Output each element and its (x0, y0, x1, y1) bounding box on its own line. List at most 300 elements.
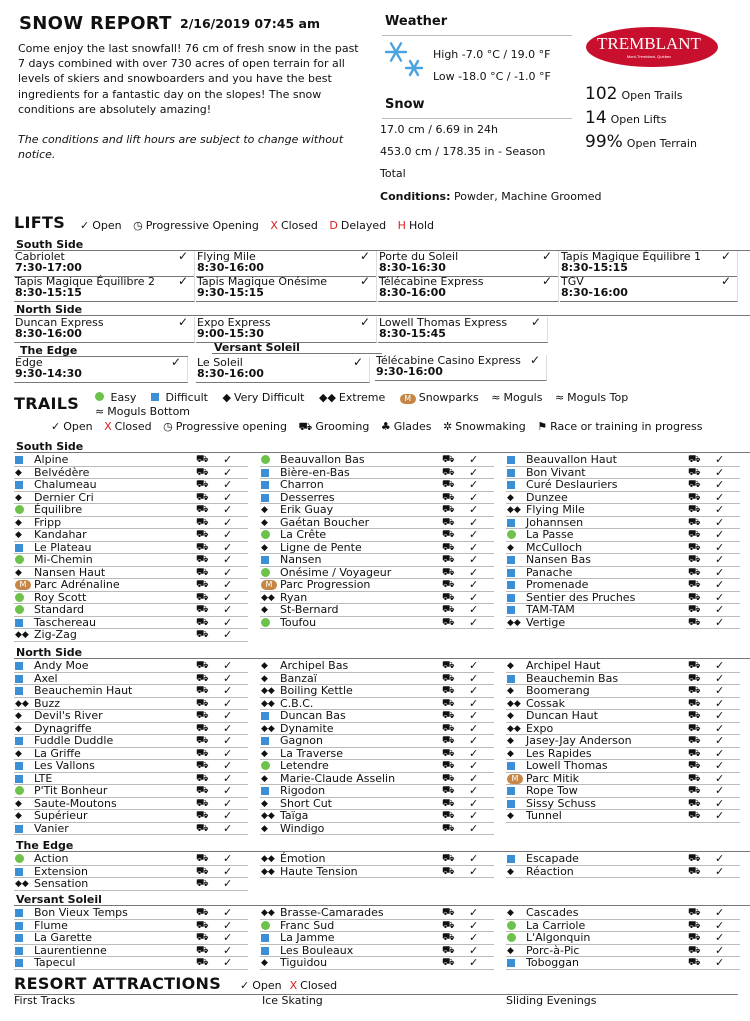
trail-row[interactable] (506, 907, 740, 920)
trail-name: Les Vallons (34, 759, 95, 772)
trail-name: Bière-en-Bas (280, 465, 350, 479)
grooming-icon: ⛟ (442, 810, 455, 821)
grooming-icon: ⛟ (688, 772, 701, 784)
trail-name: Rope Tow (526, 784, 578, 797)
open-check-icon: ✓ (223, 565, 233, 579)
trail-row[interactable] (506, 957, 740, 970)
trail-row[interactable] (260, 504, 494, 517)
trail-group-heading: South Side (14, 441, 750, 453)
open-check-icon: ✓ (469, 721, 479, 735)
trail-name: Taschereau (34, 615, 96, 629)
trail-row[interactable] (506, 685, 740, 698)
trail-name: Johannsen (526, 515, 584, 529)
trail-name: Nansen Haut (34, 565, 106, 579)
trail-row[interactable] (14, 604, 248, 617)
trail-row[interactable] (260, 866, 494, 879)
open-check-icon: ✓ (469, 771, 479, 785)
trail-column (260, 454, 494, 629)
trail-name: Erik Guay (280, 503, 334, 516)
open-check-icon: ✓ (177, 249, 188, 263)
trail-row[interactable] (260, 617, 494, 630)
trail-name: Sissy Schuss (526, 796, 596, 810)
open-check-icon: ✓ (715, 540, 725, 554)
trail-row[interactable] (506, 554, 740, 567)
trail-row[interactable] (260, 710, 494, 723)
lift-item[interactable] (14, 251, 195, 277)
open-check-icon: ✓ (223, 696, 233, 710)
grooming-icon: ⛟ (688, 710, 701, 721)
trail-row[interactable] (14, 760, 248, 773)
lift-item[interactable] (378, 317, 548, 343)
grooming-icon: ⛟ (196, 629, 209, 640)
trail-name: Dynagriffe (34, 721, 92, 735)
grooming-icon: ⛟ (442, 907, 455, 918)
trail-name: Dunzee (526, 490, 568, 504)
difficult-square-icon (507, 957, 523, 971)
trail-row[interactable] (506, 617, 740, 630)
grooming-icon: ⛟ (688, 479, 701, 490)
open-check-icon: ✓ (469, 943, 479, 957)
grooming-icon: ⛟ (196, 554, 209, 565)
open-check-icon: ✓ (715, 590, 725, 604)
grooming-icon: ⛟ (196, 932, 209, 943)
trail-row[interactable] (260, 785, 494, 798)
lift-hours: 8:30-15:15 (15, 286, 82, 299)
open-check-icon: ✓ (223, 603, 233, 616)
open-check-icon: ✓ (469, 864, 479, 878)
open-check-icon: ✓ (223, 721, 233, 735)
trail-row[interactable] (260, 479, 494, 492)
trail-name: Axel (34, 671, 58, 685)
open-check-icon: ✓ (223, 478, 233, 491)
lift-hours: 8:30-15:45 (379, 327, 446, 340)
open-check-icon: ✓ (359, 274, 370, 288)
open-check-icon: ✓ (223, 746, 233, 760)
lift-hours: 8:30-16:00 (561, 286, 628, 299)
open-check-icon: ✓ (541, 274, 552, 288)
grooming-icon: ⛟ (688, 760, 701, 771)
open-check-icon: ✓ (715, 906, 725, 919)
grooming-icon: ⛟ (196, 760, 209, 771)
lift-item[interactable] (378, 276, 559, 302)
easy-circle-icon (261, 617, 277, 631)
trail-row[interactable] (506, 479, 740, 492)
trail-row[interactable] (260, 735, 494, 748)
grooming-icon: ⛟ (688, 491, 701, 503)
black-diamond-icon: ◆ (15, 567, 22, 578)
open-check-icon: ✓ (469, 478, 479, 491)
black-diamond-icon: ◆ (261, 661, 268, 671)
grooming-icon: ⛟ (688, 932, 701, 943)
trail-name: Ligne de Pente (280, 540, 362, 554)
trail-name: Cascades (526, 906, 579, 919)
open-check-icon: ✓ (223, 864, 233, 878)
grooming-icon: ⛟ (196, 660, 209, 671)
trail-row[interactable] (506, 760, 740, 773)
grooming-icon: ⛟ (442, 579, 455, 590)
grooming-icon: ⛟ (442, 853, 455, 864)
black-diamond-icon: ◆ (507, 811, 514, 821)
open-check-icon: ✓ (715, 490, 725, 504)
black-diamond-icon: ◆ (261, 505, 268, 515)
black-diamond-icon: ◆ (507, 492, 514, 503)
open-check-icon: ✓ (469, 918, 479, 932)
difficult-square-icon (15, 957, 31, 971)
trail-row[interactable] (260, 932, 494, 945)
trails-section-title: TRAILS (14, 394, 80, 413)
open-check-icon: ✓ (720, 274, 731, 288)
trail-name: L'Algonquin (526, 931, 591, 944)
grooming-icon: ⛟ (196, 516, 209, 528)
grooming-icon: ⛟ (196, 735, 209, 746)
trail-row[interactable] (506, 604, 740, 617)
black-diamond-icon: ◆ (261, 823, 268, 834)
lift-item[interactable] (560, 276, 738, 302)
open-check-icon: ✓ (529, 353, 540, 367)
trail-row[interactable] (260, 907, 494, 920)
trail-name: Mi-Chemin (34, 553, 93, 566)
open-check-icon: ✓ (541, 249, 552, 263)
black-diamond-icon: ◆ (15, 517, 22, 528)
open-check-icon: ✓ (469, 528, 479, 541)
open-check-icon: ✓ (223, 553, 233, 566)
disclaimer-note: The conditions and lift hours are subject to change without notice. (18, 133, 344, 162)
attraction-first-tracks[interactable]: First Tracks (14, 994, 76, 1007)
trail-row[interactable] (14, 660, 248, 673)
trail-row[interactable] (14, 504, 248, 517)
attractions-divider (14, 994, 738, 995)
lift-item[interactable] (14, 276, 195, 302)
black-diamond-icon: ◆ (261, 748, 268, 759)
open-check-icon: ✓ (469, 671, 479, 685)
trail-row[interactable] (260, 760, 494, 773)
snow-total-label: Total (380, 167, 406, 180)
open-check-icon: ✓ (715, 453, 725, 466)
open-check-icon: ✓ (715, 515, 725, 529)
open-check-icon: ✓ (715, 528, 725, 541)
open-check-icon: ✓ (223, 503, 233, 516)
lift-item[interactable] (14, 357, 188, 383)
open-check-icon: ✓ (469, 465, 479, 479)
trail-name: Lowell Thomas (526, 759, 608, 772)
open-check-icon: ✓ (223, 578, 233, 591)
trail-name: Sensation (34, 877, 89, 890)
trail-name: TAM-TAM (526, 603, 575, 616)
trail-column (506, 907, 740, 970)
grooming-icon: ⛟ (442, 735, 455, 746)
grooming-icon: ⛟ (196, 454, 209, 465)
trail-name: Desserres (280, 490, 335, 504)
trail-row[interactable] (14, 932, 248, 945)
double-diamond-icon: ◆◆ (507, 698, 521, 709)
open-check-icon: ✓ (469, 784, 479, 797)
trails-legend-status: ✓ Open X Closed ◷ Progressive opening ⛟ Grooming ♣ Glades ✲ Snowmaking ⚑ Race or training in progress (51, 420, 703, 433)
open-check-icon: ✓ (469, 590, 479, 604)
trail-row[interactable] (506, 810, 740, 823)
grooming-icon: ⛟ (442, 785, 455, 796)
trail-name: Saute-Moutons (34, 796, 117, 810)
trail-row[interactable] (506, 454, 740, 467)
black-diamond-icon: ◆ (507, 661, 514, 671)
double-diamond-icon: ◆◆ (507, 617, 521, 628)
snowpark-icon: M (261, 579, 277, 591)
trail-name: Ryan (280, 590, 308, 604)
grooming-icon: ⛟ (196, 810, 209, 821)
grooming-icon: ⛟ (196, 491, 209, 503)
black-diamond-icon: ◆ (15, 748, 22, 759)
trail-name: LTE (34, 771, 53, 785)
lift-hours: 9:00-15:30 (197, 327, 264, 340)
lift-name: Télécabine Casino Express (376, 354, 521, 367)
open-check-icon: ✓ (177, 315, 188, 329)
trail-row[interactable] (506, 866, 740, 879)
open-check-icon: ✓ (223, 918, 233, 932)
trail-name: Parc Adrénaline (34, 578, 120, 591)
black-diamond-icon: ◆ (15, 492, 22, 503)
lift-item[interactable] (196, 251, 377, 277)
black-diamond-icon: ◆ (507, 945, 514, 956)
lift-name: TGV (561, 275, 584, 288)
lift-item[interactable] (196, 317, 377, 343)
grooming-icon: ⛟ (442, 822, 455, 834)
open-check-icon: ✓ (223, 528, 233, 541)
trail-row[interactable] (14, 785, 248, 798)
black-diamond-icon: ◆ (507, 711, 514, 721)
trail-row[interactable] (260, 604, 494, 617)
grooming-icon: ⛟ (688, 604, 701, 615)
lift-hours: 8:30-16:00 (379, 286, 446, 299)
trail-row[interactable] (14, 878, 248, 891)
open-check-icon: ✓ (223, 877, 233, 890)
trail-name: Fuddle Duddle (34, 734, 114, 747)
grooming-icon: ⛟ (688, 591, 701, 603)
trail-name: Beauvallon Haut (526, 453, 617, 466)
trail-name: Boiling Kettle (280, 684, 353, 697)
trail-row[interactable] (260, 823, 494, 836)
open-check-icon: ✓ (223, 684, 233, 697)
snow-24h: 17.0 cm / 6.69 in 24h (380, 123, 498, 136)
trail-name: Beauvallon Bas (280, 453, 365, 466)
trail-row[interactable] (260, 579, 494, 592)
trail-row[interactable] (14, 957, 248, 970)
trail-row[interactable] (14, 735, 248, 748)
lift-name: Duncan Express (15, 316, 104, 329)
open-check-icon: ✓ (715, 734, 725, 747)
trail-name: La Jamme (280, 931, 335, 944)
grooming-icon: ⛟ (196, 797, 209, 809)
trail-row[interactable] (260, 554, 494, 567)
trail-row[interactable] (506, 504, 740, 517)
open-check-icon: ✓ (469, 490, 479, 504)
grooming-icon: ⛟ (196, 616, 209, 628)
trail-row[interactable] (14, 685, 248, 698)
open-check-icon: ✓ (223, 709, 233, 722)
trail-row[interactable] (260, 454, 494, 467)
trail-name: Toufou (280, 615, 317, 629)
lift-group-heading: North Side (14, 304, 750, 316)
lift-name: Cabriolet (15, 250, 65, 263)
trail-row[interactable] (260, 685, 494, 698)
black-diamond-icon: ◆ (261, 517, 268, 528)
grooming-icon: ⛟ (688, 541, 701, 553)
trail-name: Nansen Bas (526, 553, 591, 566)
trail-column (14, 853, 248, 891)
trail-row[interactable] (260, 810, 494, 823)
grooming-icon: ⛟ (442, 797, 455, 809)
grooming-icon: ⛟ (196, 579, 209, 590)
trail-column (14, 454, 248, 642)
trail-column (260, 660, 494, 835)
grooming-icon: ⛟ (688, 797, 701, 809)
trail-row[interactable] (506, 660, 740, 673)
open-check-icon: ✓ (715, 696, 725, 710)
trail-name: Windigo (280, 821, 325, 835)
lift-hours: 9:30-15:15 (197, 286, 264, 299)
trail-row[interactable] (260, 853, 494, 866)
grooming-icon: ⛟ (442, 919, 455, 931)
double-diamond-icon: ◆◆ (261, 723, 275, 734)
open-check-icon: ✓ (469, 956, 479, 969)
grooming-icon: ⛟ (196, 747, 209, 759)
tremblant-logo[interactable] (585, 26, 719, 68)
trail-row[interactable] (506, 853, 740, 866)
grooming-icon: ⛟ (688, 907, 701, 918)
lifts-section-title: LIFTS (14, 213, 66, 232)
trail-name: Beauchemin Bas (526, 671, 619, 685)
trail-row[interactable] (506, 579, 740, 592)
open-check-icon: ✓ (469, 709, 479, 722)
trail-name: La Crête (280, 528, 327, 541)
trail-name: Jasey-Jay Anderson (526, 734, 632, 747)
weather-low: Low -18.0 °C / -1.0 °F (433, 70, 551, 83)
trail-name: Chalumeau (34, 478, 97, 491)
trail-name: Haute Tension (280, 864, 358, 878)
lift-item[interactable] (196, 357, 370, 383)
snow-season: 453.0 cm / 178.35 in - Season (380, 145, 546, 158)
trail-row[interactable] (260, 660, 494, 673)
open-check-icon: ✓ (223, 852, 233, 865)
grooming-icon: ⛟ (442, 454, 455, 465)
lift-hours: 9:30-16:00 (376, 365, 443, 378)
trail-name: Archipel Bas (280, 659, 349, 672)
lift-item[interactable] (378, 251, 559, 277)
trail-name: Franc Sud (280, 918, 335, 932)
trail-name: Belvédère (34, 465, 90, 479)
open-check-icon: ✓ (715, 503, 725, 516)
grooming-icon: ⛟ (442, 772, 455, 784)
trail-row[interactable] (506, 735, 740, 748)
lift-hours: 7:30-17:00 (15, 261, 82, 274)
lift-name: Expo Express (197, 316, 271, 329)
lift-name: Le Soleil (197, 356, 243, 369)
grooming-icon: ⛟ (442, 516, 455, 528)
trail-name: Banzaï (280, 671, 317, 685)
open-check-icon: ✓ (469, 515, 479, 529)
double-diamond-icon: ◆◆ (261, 686, 275, 696)
open-check-icon: ✓ (715, 809, 725, 822)
black-diamond-icon: ◆ (507, 736, 514, 746)
lift-item[interactable] (560, 251, 738, 277)
trail-name: Panache (526, 565, 573, 579)
trail-row[interactable] (14, 529, 248, 542)
trail-name: St-Bernard (280, 603, 339, 616)
grooming-icon: ⛟ (688, 660, 701, 671)
trail-name: Extension (34, 864, 89, 878)
lift-item[interactable] (375, 355, 547, 381)
trail-name: McCulloch (526, 540, 583, 554)
trail-row[interactable] (14, 479, 248, 492)
trail-row[interactable] (506, 710, 740, 723)
grooming-icon: ⛟ (196, 710, 209, 721)
trail-row[interactable] (14, 554, 248, 567)
lift-hours: 8:30-16:30 (379, 261, 446, 274)
open-check-icon: ✓ (359, 249, 370, 263)
trails-legend-moguls-bottom: ≈ Moguls Bottom (95, 405, 191, 418)
trail-row[interactable] (506, 785, 740, 798)
lift-item[interactable] (14, 317, 195, 343)
black-diamond-icon: ◆ (261, 958, 268, 968)
grooming-icon: ⛟ (688, 685, 701, 696)
trail-row[interactable] (506, 529, 740, 542)
trail-name: Nansen (280, 553, 322, 566)
trail-row[interactable] (14, 823, 248, 836)
snowflake-icon (382, 40, 424, 80)
trail-row[interactable] (14, 907, 248, 920)
open-check-icon: ✓ (223, 796, 233, 810)
trail-name: Bon Vivant (526, 465, 586, 479)
open-check-icon: ✓ (223, 628, 233, 641)
trail-row[interactable] (260, 529, 494, 542)
trail-row[interactable] (14, 629, 248, 642)
lift-name: Flying Mile (197, 250, 256, 263)
grooming-icon: ⛟ (442, 616, 455, 628)
open-check-icon: ✓ (223, 821, 233, 835)
open-check-icon: ✓ (469, 540, 479, 554)
lift-item[interactable] (196, 276, 377, 302)
open-check-icon: ✓ (715, 759, 725, 772)
trail-row[interactable] (14, 579, 248, 592)
trail-name: Action (34, 852, 69, 865)
trail-row[interactable] (14, 454, 248, 467)
grooming-icon: ⛟ (442, 710, 455, 721)
weather-title: Weather (385, 14, 448, 29)
trail-name: Le Plateau (34, 540, 92, 554)
open-check-icon: ✓ (469, 906, 479, 919)
trail-name: Équilibre (34, 503, 83, 516)
trail-name: Parc Progression (280, 578, 371, 591)
attraction-ice-skating[interactable]: Ice Skating (262, 994, 323, 1007)
grooming-icon: ⛟ (442, 760, 455, 771)
attraction-sliding-evenings[interactable]: Sliding Evenings (506, 994, 597, 1007)
trail-row[interactable] (14, 710, 248, 723)
open-check-icon: ✓ (469, 796, 479, 810)
open-check-icon: ✓ (223, 931, 233, 944)
double-diamond-icon: ◆◆ (15, 698, 29, 709)
lift-name: Tapis Magique Équilibre 2 (15, 275, 155, 288)
grooming-icon: ⛟ (442, 604, 455, 615)
grooming-icon: ⛟ (442, 944, 455, 956)
trail-name: Fripp (34, 515, 62, 529)
trail-name: Duncan Bas (280, 709, 346, 722)
snowpark-icon: M (507, 773, 523, 785)
trail-row[interactable] (14, 810, 248, 823)
trail-row[interactable] (506, 932, 740, 945)
trail-name: Dynamite (280, 721, 334, 735)
open-check-icon: ✓ (715, 721, 725, 735)
trail-row[interactable] (14, 853, 248, 866)
trail-row[interactable] (260, 957, 494, 970)
grooming-icon: ⛟ (196, 944, 209, 956)
